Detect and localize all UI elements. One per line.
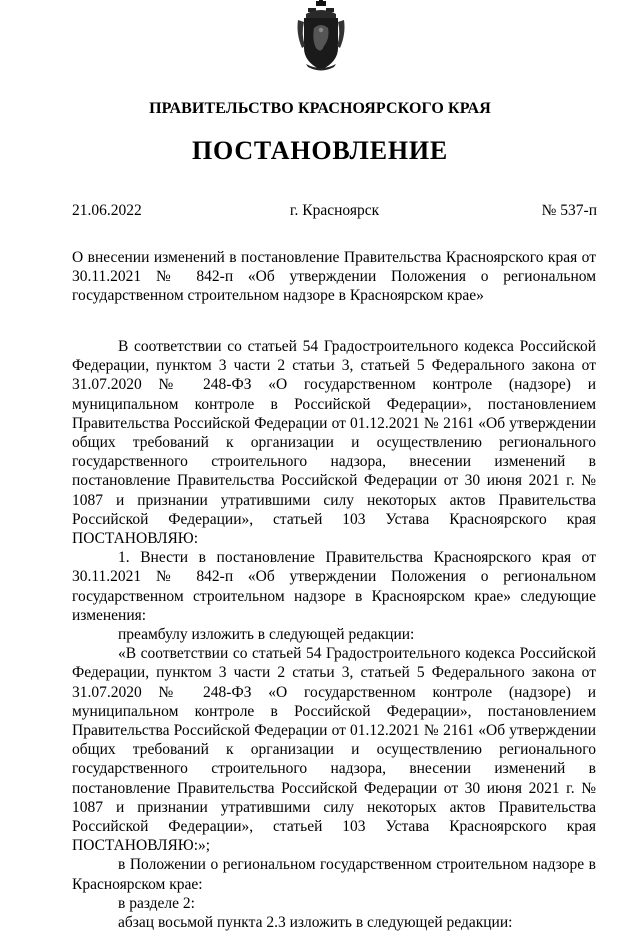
document-subject: О внесении изменений в постановление Правительства Красноярского края от 30.11.2021 № 842-п «Об утверждении Положения о региональном государственном строительном надзоре в Красноярском крае»: [72, 249, 596, 305]
document-meta-row: [72, 202, 597, 222]
body-paragraph: «В соответствии со статьей 54 Градостроительного кодекса Российской Федерации, пунктом 3 части 2 статьи 3, статьей 5 Федерального закона от 31.07.2020 № 248-ФЗ «О государственном контроле (надзоре) и муниципальном контроле в Российской Федерации», постановлением Правительства Российской Федерации от 01.12.2021 № 2161 «Об утверждении общих требований к организации и осуществлению регионального государственного строительного надзора, внесении изменений в постановление Правительства Российской Федерации от 30 июня 2021 г. № 1087 и признании утратившими силу некоторых актов Правительства Российской Федерации», статьей 103 Устава Красноярского края ПОСТАНОВЛЯЮ:»;: [72, 645, 596, 855]
document-body: [72, 337, 596, 932]
document-number: № 537-п: [541, 202, 597, 219]
body-paragraph: в разделе 2:: [118, 894, 195, 912]
krasnoyarsk-coat-of-arms-icon: [296, 0, 346, 72]
document-date: 21.06.2022: [72, 202, 142, 219]
body-paragraph: 1. Внести в постановление Правительства Красноярского края от 30.11.2021 № 842-п «Об утверждении Положения о региональном государственном строительном надзоре в Красноярском крае» следующие изменения:: [72, 549, 596, 624]
government-name: ПРАВИТЕЛЬСТВО КРАСНОЯРСКОГО КРАЯ: [149, 100, 491, 117]
body-paragraph: в Положении о региональном государственном строительном надзоре в Красноярском крае:: [72, 856, 596, 893]
body-paragraph: абзац восьмой пункта 2.3 изложить в следующей редакции:: [118, 914, 513, 932]
body-paragraph: В соответствии со статьей 54 Градостроительного кодекса Российской Федерации, пунктом 3 части 2 статьи 3, статьей 5 Федерального закона от 31.07.2020 № 248-ФЗ «О государственном контроле (надзоре) и муниципальном контроле в Российской Федерации», постановлением Правительства Российской Федерации от 01.12.2021 № 2161 «Об утверждении общих требований к организации и осуществлению регионального государственного строительного надзора, внесении изменений в постановление Правительства Российской Федерации от 30 июня 2021 г. № 1087 и признании утратившими силу некоторых актов Правительства Российской Федерации», статьей 103 Устава Красноярского края ПОСТАНОВЛЯЮ:: [72, 338, 596, 548]
document-type-title: ПОСТАНОВЛЕНИЕ: [191, 136, 449, 165]
body-paragraph: преамбулу изложить в следующей редакции:: [118, 626, 415, 644]
document-city: г. Красноярск: [289, 202, 380, 219]
